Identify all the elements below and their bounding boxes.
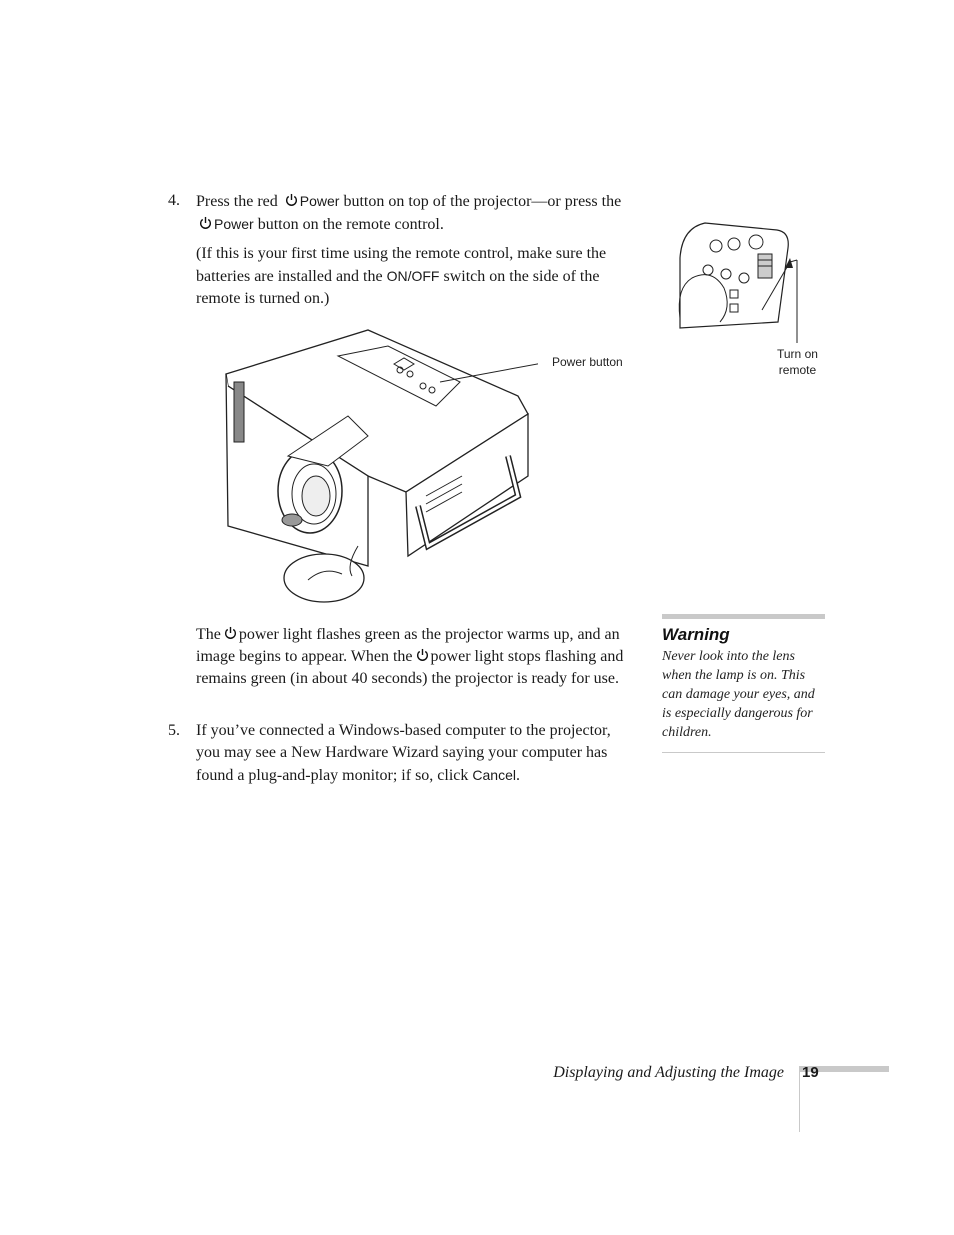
power-icon xyxy=(416,648,429,662)
footer-section-title: Displaying and Adjusting the Image xyxy=(553,1064,784,1081)
note-text: (If this is your first time using the remote control, make sure the batteries are installed and the xyxy=(196,245,607,285)
power-icon xyxy=(285,193,298,207)
warmup-text: The xyxy=(196,626,221,643)
step-text: If you’ve connected a Windows-based computer to the projector, you may see a New Hardware Wizard saying your computer has found a plug-and-play monitor; if so, click xyxy=(196,722,611,784)
power-label: Power xyxy=(299,193,340,209)
projector-illustration xyxy=(218,326,538,608)
step-text: button on the remote control. xyxy=(257,216,444,233)
callout-line: remote xyxy=(778,363,817,377)
step-text: . xyxy=(515,767,520,784)
step-4 xyxy=(168,190,638,236)
warning-text: Never look into the lens when the lamp is on. This can damage your eyes, and is especially dangerous for children. xyxy=(662,649,815,740)
power-label: Power xyxy=(214,216,254,232)
warmup-text: power light stops flashing and remains green (in about 40 seconds) the projector is ready for use. xyxy=(196,648,624,687)
power-icon xyxy=(224,626,237,640)
power-button-callout: Power button xyxy=(552,355,623,369)
turn-on-remote-callout xyxy=(777,346,818,378)
callout-line: Turn on xyxy=(777,347,818,361)
remote-control-illustration xyxy=(672,218,802,348)
page-number: 19 xyxy=(802,1064,819,1081)
warning-box xyxy=(662,614,825,753)
step-5 xyxy=(168,720,638,787)
warmup-paragraph xyxy=(196,624,636,690)
power-icon xyxy=(199,216,212,230)
step-number: 4. xyxy=(168,192,180,209)
footer-divider xyxy=(799,1066,800,1132)
switch-label: ON/OFF xyxy=(386,268,440,284)
warning-title: Warning xyxy=(662,625,730,644)
warning-bar xyxy=(662,614,825,619)
warmup-text: power light flashes green as the projector warms up, and an image begins to appear. When the xyxy=(196,626,620,665)
step-text: button on top of the projector—or press the xyxy=(343,193,622,210)
step-number: 5. xyxy=(168,722,180,739)
warning-rule xyxy=(662,752,825,753)
step-text: Press the red xyxy=(196,193,278,210)
remote-note xyxy=(196,243,636,310)
cancel-label: Cancel xyxy=(472,767,516,783)
note-text: switch on the side of the remote is turned on.) xyxy=(196,268,600,307)
